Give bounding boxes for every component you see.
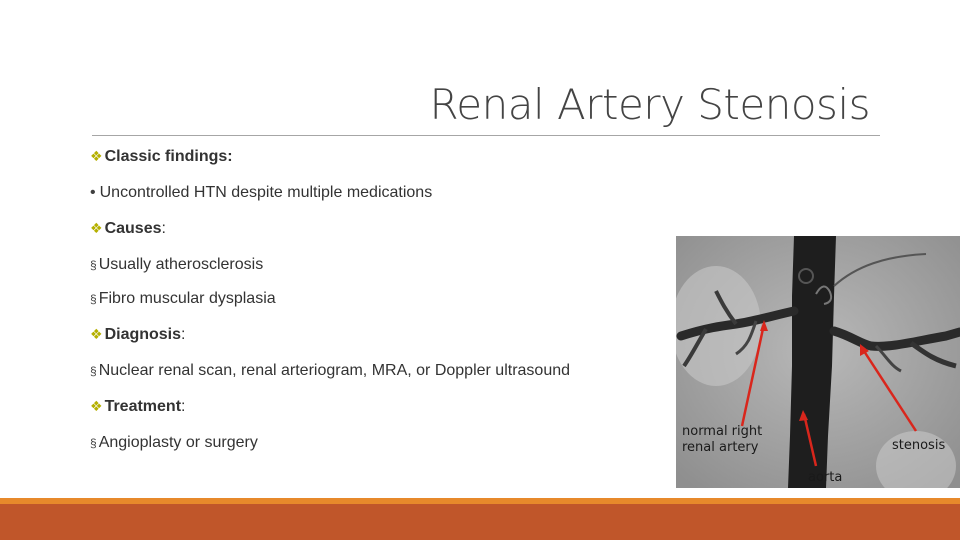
footer-bar <box>0 504 960 540</box>
label-stenosis: stenosis <box>892 438 946 453</box>
item-fibromuscular-dysplasia: § Fibro muscular dysplasia <box>90 290 276 307</box>
square-bullet-icon: § <box>90 364 97 378</box>
label-normal-right-renal-artery: normal right renal artery <box>682 424 763 455</box>
item-angioplasty: § Angioplasty or surgery <box>90 434 258 451</box>
diamond-bullet-icon: ❖ <box>90 398 103 414</box>
square-bullet-icon: § <box>90 258 97 272</box>
item-uncontrolled-htn: • Uncontrolled HTN despite multiple medications <box>90 184 433 201</box>
diamond-bullet-icon: ❖ <box>90 148 103 164</box>
label-aorta: aorta <box>808 470 843 485</box>
heading-classic-findings: ❖ Classic findings: <box>90 148 233 165</box>
heading-treatment: ❖ Treatment: <box>90 398 186 415</box>
heading-diagnosis: ❖ Diagnosis: <box>90 326 186 343</box>
heading-causes: ❖ Causes: <box>90 220 166 237</box>
diamond-bullet-icon: ❖ <box>90 220 103 236</box>
renal-arteriogram-image <box>676 236 960 488</box>
slide-title: Renal Artery Stenosis <box>429 80 870 129</box>
square-bullet-icon: § <box>90 292 97 306</box>
diamond-bullet-icon: ❖ <box>90 326 103 342</box>
item-diagnosis-methods: § Nuclear renal scan, renal arteriogram, MRA, or Doppler ultrasound <box>90 362 571 379</box>
square-bullet-icon: § <box>90 436 97 450</box>
item-atherosclerosis: § Usually atherosclerosis <box>90 256 264 273</box>
title-divider <box>92 135 880 136</box>
dot-bullet-icon: • <box>90 184 96 201</box>
